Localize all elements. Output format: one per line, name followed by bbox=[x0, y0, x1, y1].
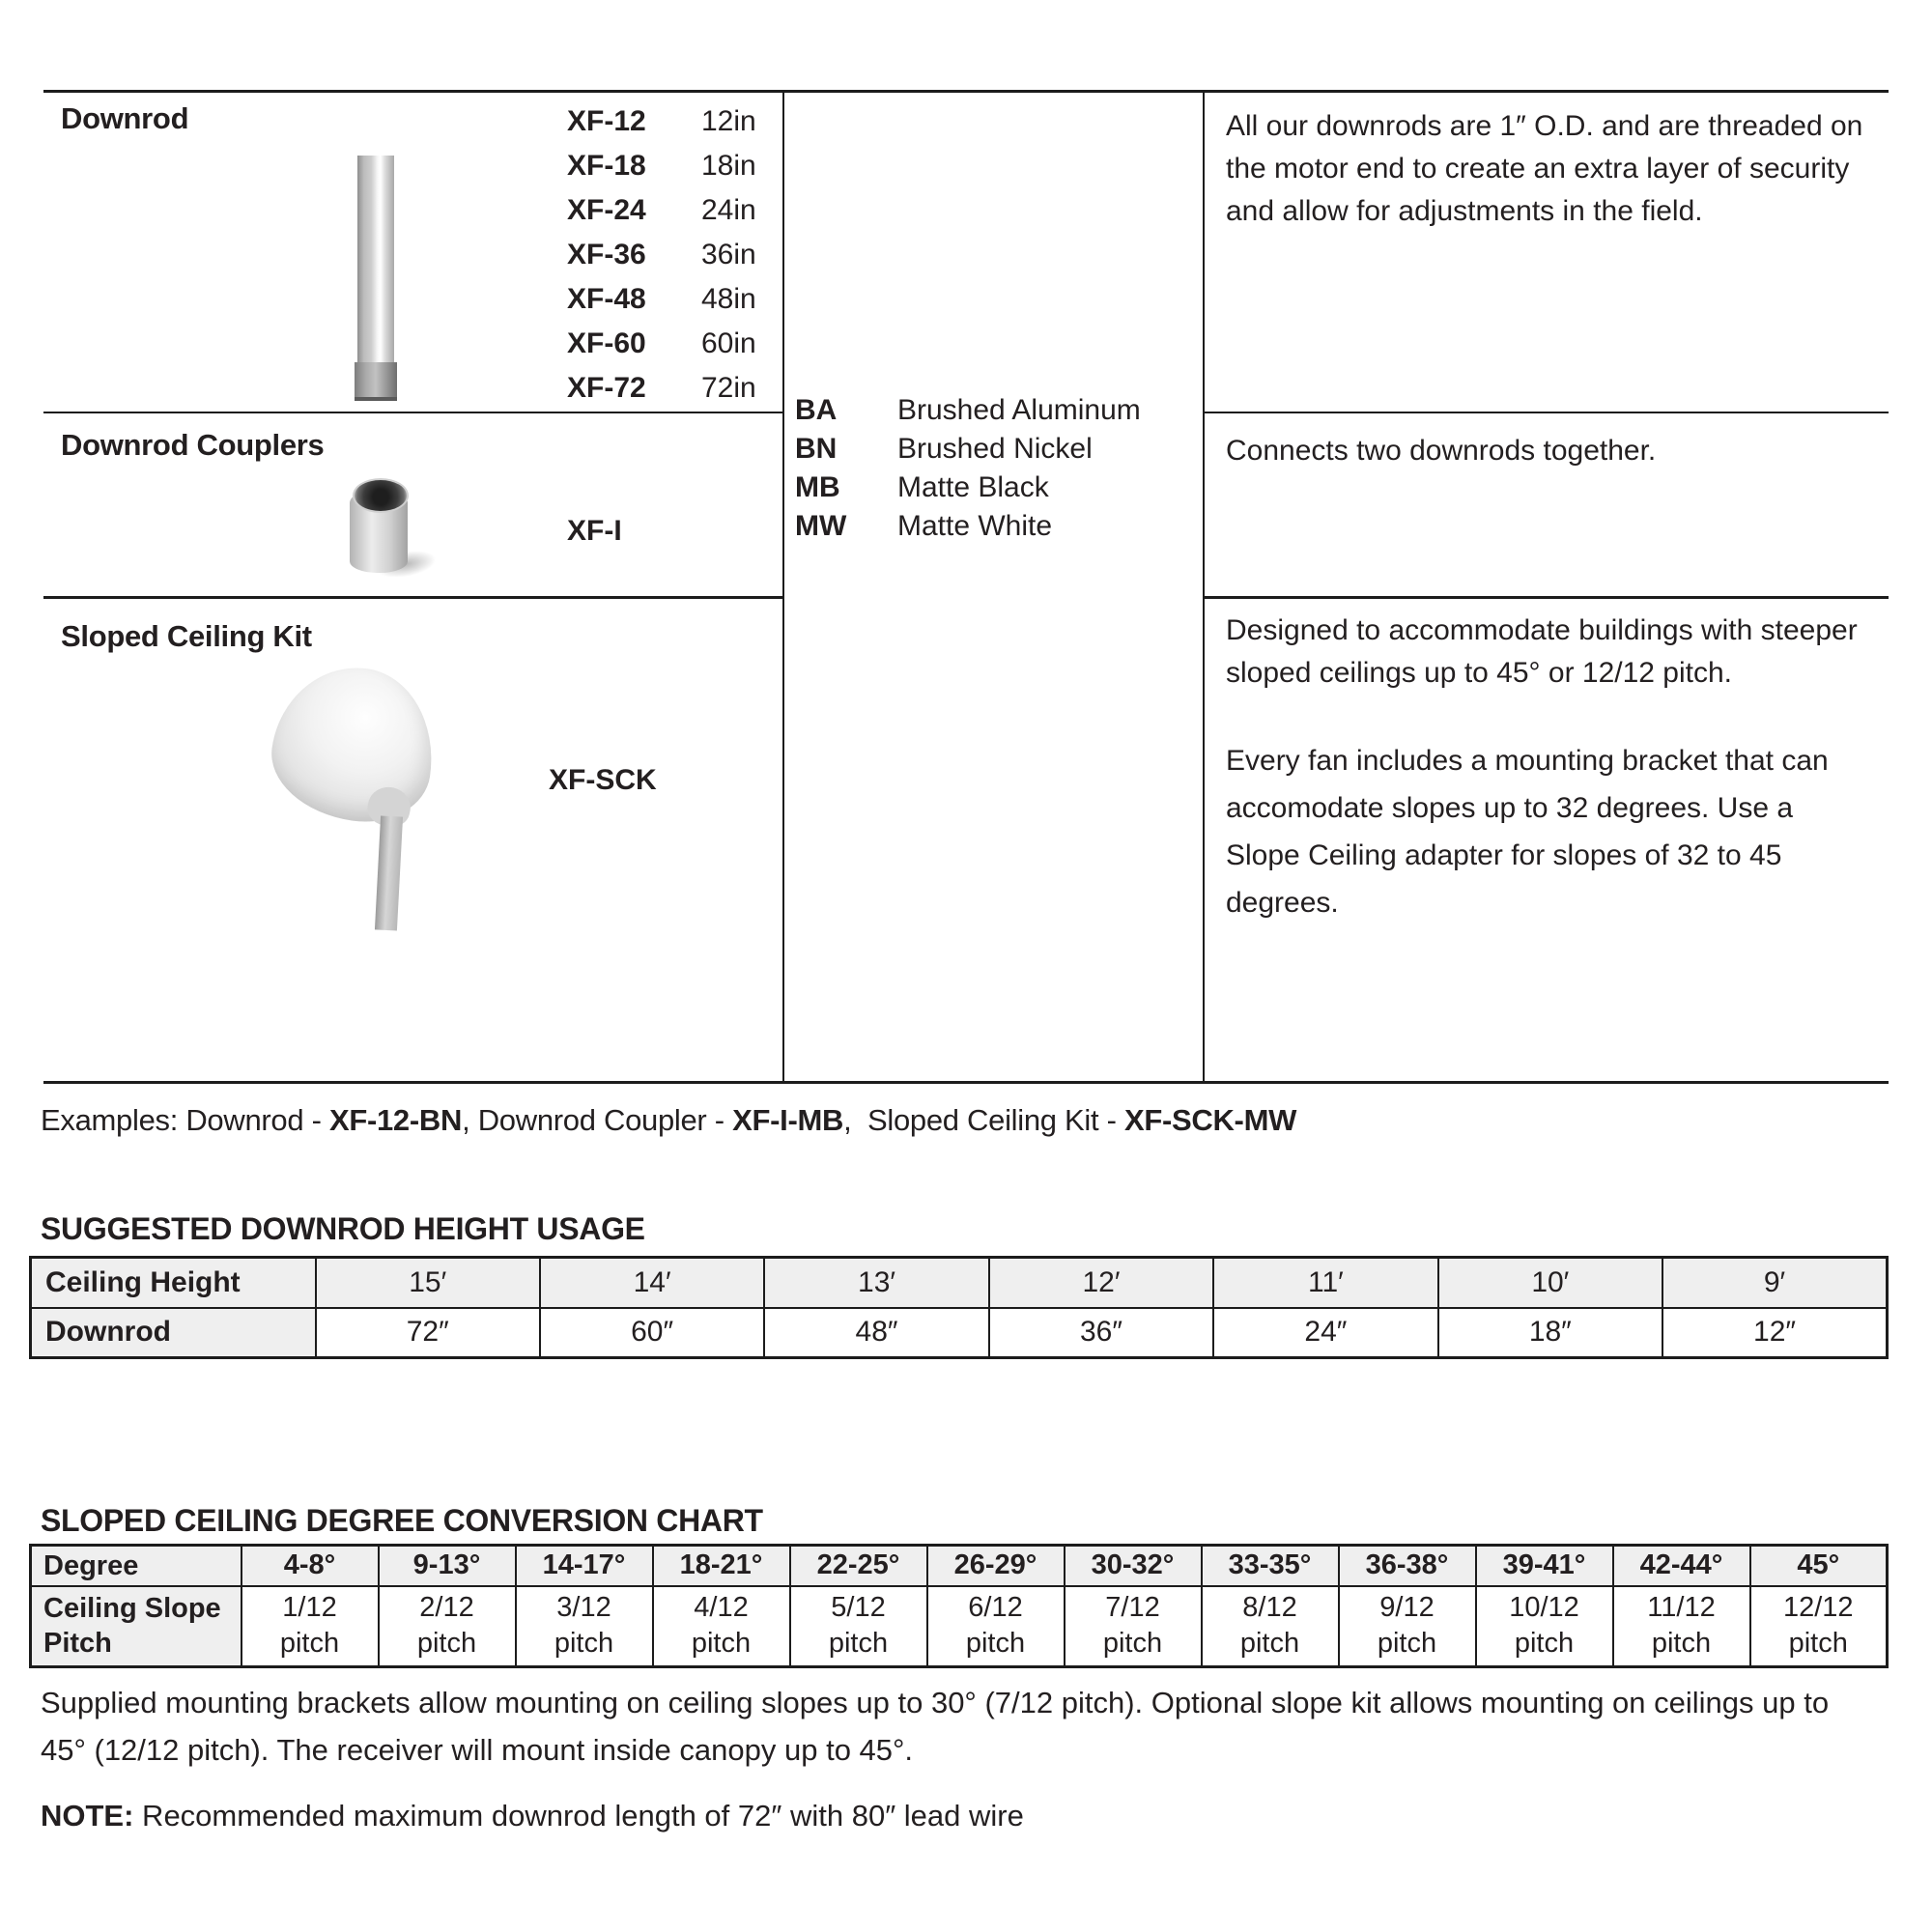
sloped-kit-description bbox=[1226, 610, 1865, 926]
height-table-row bbox=[31, 1308, 1888, 1358]
sloped-kit-description-paragraph-1: Designed to accommodate buildings with steeper sloped ceilings up to 45° or 12/12 pitch. bbox=[1226, 614, 1858, 689]
pitch-value: 8/12 bbox=[1242, 1592, 1297, 1624]
pitch-value: 10/12 bbox=[1509, 1592, 1579, 1624]
row-label: Downrod bbox=[31, 1308, 316, 1358]
pitch-suffix: pitch bbox=[1651, 1628, 1712, 1660]
pitch-value: 4/12 bbox=[694, 1592, 749, 1624]
pitch-value: 11/12 bbox=[1647, 1592, 1716, 1624]
model-code: XF-18 bbox=[567, 150, 646, 182]
coupler-description: Connects two downrods together. bbox=[1226, 435, 1657, 467]
table-row-divider-1-left bbox=[43, 412, 782, 413]
degree-conversion-table bbox=[29, 1544, 1889, 1668]
product-title-sloped-ceiling-kit: Sloped Ceiling Kit bbox=[61, 619, 312, 653]
ceiling-height-value: 14′ bbox=[540, 1258, 764, 1308]
model-row bbox=[567, 99, 756, 144]
degree-range-value: 9-13° bbox=[379, 1546, 516, 1586]
note-text: Recommended maximum downrod length of 72″ with 80″ lead wire bbox=[133, 1799, 1024, 1833]
pitch-cell bbox=[379, 1586, 516, 1667]
model-size: 36in bbox=[701, 239, 756, 270]
pitch-suffix: pitch bbox=[1377, 1628, 1437, 1660]
mounting-bracket-footnote: Supplied mounting brackets allow mounting on ceiling slopes up to 30° (7/12 pitch). Optional slope kit allows mounting on ceilings up to 45° (12/12 pitch). The receiver will mount inside canopy up to 45°. bbox=[41, 1686, 1830, 1767]
row-label: Ceiling Height bbox=[31, 1258, 316, 1308]
sloped-kit-canopy-illustration bbox=[264, 657, 443, 831]
downrod-length-value: 72″ bbox=[316, 1308, 540, 1358]
finish-name: Brushed Aluminum bbox=[897, 394, 1141, 426]
finish-code: BA bbox=[795, 394, 838, 426]
model-size: 12in bbox=[701, 105, 756, 137]
note-label: NOTE: bbox=[41, 1799, 134, 1833]
pitch-value: 9/12 bbox=[1379, 1592, 1435, 1624]
finish-row bbox=[795, 391, 1141, 430]
examples-segment: XF-12-BN bbox=[328, 1103, 463, 1137]
examples-segment: , Sloped Ceiling Kit - bbox=[843, 1103, 1124, 1137]
examples-line bbox=[41, 1103, 1296, 1138]
model-code: XF-24 bbox=[567, 194, 646, 226]
finish-code: MB bbox=[795, 471, 840, 503]
model-row bbox=[567, 322, 756, 366]
sloped-kit-description-paragraph-2: Every fan includes a mounting bracket that can accomodate slopes up to 32 degrees. Use a Slope Ceiling adapter for slopes of 32 to 45 degrees. bbox=[1226, 745, 1829, 919]
table-row-divider-2-left bbox=[43, 596, 782, 599]
finish-code: MW bbox=[795, 510, 847, 542]
degree-range-value: 4-8° bbox=[242, 1546, 379, 1586]
model-row bbox=[567, 366, 756, 411]
model-row bbox=[567, 277, 756, 322]
pitch-suffix: pitch bbox=[1102, 1628, 1163, 1660]
row-label: Ceiling Slope Pitch bbox=[31, 1586, 242, 1667]
ceiling-height-value: 15′ bbox=[316, 1258, 540, 1308]
pitch-value: 6/12 bbox=[968, 1592, 1023, 1624]
ceiling-height-value: 11′ bbox=[1213, 1258, 1437, 1308]
table-row-divider-1-right bbox=[1205, 412, 1889, 413]
degree-chart-title: SLOPED CEILING DEGREE CONVERSION CHART bbox=[41, 1503, 763, 1538]
model-size: 18in bbox=[701, 150, 756, 182]
finish-legend bbox=[795, 391, 1141, 546]
pitch-suffix: pitch bbox=[554, 1628, 614, 1660]
pitch-cell bbox=[516, 1586, 653, 1667]
pitch-cell bbox=[653, 1586, 790, 1667]
pitch-row bbox=[31, 1586, 1888, 1667]
model-code: XF-72 bbox=[567, 372, 646, 404]
coupler-illustration bbox=[348, 478, 435, 584]
coupler-opening bbox=[353, 478, 409, 513]
finish-row bbox=[795, 430, 1141, 469]
degree-range-value: 33-35° bbox=[1202, 1546, 1339, 1586]
downrod-model-list bbox=[567, 99, 756, 411]
pitch-value: 7/12 bbox=[1105, 1592, 1160, 1624]
pitch-cell bbox=[1339, 1586, 1476, 1667]
pitch-cell bbox=[927, 1586, 1065, 1667]
table-vertical-divider-2 bbox=[1203, 90, 1205, 1084]
finish-name: Brushed Nickel bbox=[897, 433, 1093, 465]
pitch-suffix: pitch bbox=[279, 1628, 340, 1660]
table-bottom-border bbox=[43, 1081, 1889, 1084]
model-code: XF-12 bbox=[567, 105, 646, 137]
downrod-length-value: 36″ bbox=[989, 1308, 1213, 1358]
degree-range-value: 42-44° bbox=[1613, 1546, 1750, 1586]
downrod-length-value: 48″ bbox=[764, 1308, 988, 1358]
examples-segment: XF-I-MB bbox=[732, 1103, 844, 1137]
degree-range-value: 22-25° bbox=[790, 1546, 927, 1586]
downrod-length-value: 24″ bbox=[1213, 1308, 1437, 1358]
ceiling-height-value: 12′ bbox=[989, 1258, 1213, 1308]
ceiling-height-value: 9′ bbox=[1662, 1258, 1887, 1308]
degree-range-value: 26-29° bbox=[927, 1546, 1065, 1586]
pitch-cell bbox=[790, 1586, 927, 1667]
coupler-model-code: XF-I bbox=[567, 515, 622, 547]
finish-row bbox=[795, 507, 1141, 546]
finish-code: BN bbox=[795, 433, 838, 465]
sloped-kit-rod bbox=[375, 815, 403, 930]
pitch-suffix: pitch bbox=[828, 1628, 889, 1660]
pitch-suffix: pitch bbox=[1239, 1628, 1300, 1660]
model-size: 48in bbox=[701, 283, 756, 315]
downrod-length-value: 12″ bbox=[1662, 1308, 1887, 1358]
pitch-cell bbox=[1065, 1586, 1202, 1667]
model-row bbox=[567, 188, 756, 233]
degree-range-value: 36-38° bbox=[1339, 1546, 1476, 1586]
model-row bbox=[567, 144, 756, 188]
table-row-divider-2-right bbox=[1205, 596, 1889, 599]
pitch-suffix: pitch bbox=[691, 1628, 752, 1660]
degree-range-value: 45° bbox=[1750, 1546, 1888, 1586]
product-title-downrod-couplers: Downrod Couplers bbox=[61, 428, 325, 462]
pitch-suffix: pitch bbox=[1514, 1628, 1575, 1660]
degree-range-value: 18-21° bbox=[653, 1546, 790, 1586]
examples-segment: XF-SCK-MW bbox=[1123, 1103, 1297, 1137]
degree-range-value: 14-17° bbox=[516, 1546, 653, 1586]
pitch-cell bbox=[242, 1586, 379, 1667]
model-row bbox=[567, 233, 756, 277]
pitch-value: 3/12 bbox=[556, 1592, 611, 1624]
downrod-length-value: 60″ bbox=[540, 1308, 764, 1358]
table-vertical-divider-1 bbox=[782, 90, 784, 1084]
pitch-suffix: pitch bbox=[965, 1628, 1026, 1660]
downrod-illustration bbox=[357, 156, 394, 401]
sloped-kit-model-code: XF-SCK bbox=[549, 764, 657, 796]
model-size: 72in bbox=[701, 372, 756, 404]
note-line bbox=[41, 1799, 1024, 1833]
downrod-threaded-end bbox=[355, 362, 397, 401]
pitch-cell bbox=[1750, 1586, 1888, 1667]
examples-segment: Examples: Downrod - bbox=[41, 1103, 329, 1137]
height-usage-title: SUGGESTED DOWNROD HEIGHT USAGE bbox=[41, 1211, 645, 1246]
pitch-cell bbox=[1613, 1586, 1750, 1667]
pitch-cell bbox=[1476, 1586, 1613, 1667]
finish-name: Matte Black bbox=[897, 471, 1049, 503]
pitch-value: 2/12 bbox=[419, 1592, 474, 1624]
model-size: 60in bbox=[701, 327, 756, 359]
pitch-value: 1/12 bbox=[282, 1592, 337, 1624]
pitch-value: 12/12 bbox=[1782, 1592, 1854, 1624]
height-table-row bbox=[31, 1258, 1888, 1308]
downrod-description: All our downrods are 1″ O.D. and are threaded on the motor end to create an extra layer of security and allow for adjustments in the field. bbox=[1226, 110, 1863, 227]
pitch-suffix: pitch bbox=[1788, 1628, 1848, 1660]
model-size: 24in bbox=[701, 194, 756, 226]
finish-name: Matte White bbox=[897, 510, 1053, 542]
model-code: XF-60 bbox=[567, 327, 646, 359]
finish-row bbox=[795, 469, 1141, 507]
product-spec-table bbox=[43, 90, 1889, 1084]
model-code: XF-36 bbox=[567, 239, 646, 270]
downrod-length-value: 18″ bbox=[1438, 1308, 1662, 1358]
degree-range-value: 30-32° bbox=[1065, 1546, 1202, 1586]
pitch-suffix: pitch bbox=[416, 1628, 477, 1660]
table-top-border bbox=[43, 90, 1889, 93]
model-code: XF-48 bbox=[567, 283, 646, 315]
pitch-cell bbox=[1202, 1586, 1339, 1667]
ceiling-height-value: 10′ bbox=[1438, 1258, 1662, 1308]
product-title-downrod: Downrod bbox=[61, 101, 189, 135]
degree-range-value: 39-41° bbox=[1476, 1546, 1613, 1586]
examples-segment: , Downrod Coupler - bbox=[462, 1103, 733, 1137]
ceiling-height-value: 13′ bbox=[764, 1258, 988, 1308]
row-label: Degree bbox=[31, 1546, 242, 1586]
height-usage-table bbox=[29, 1256, 1889, 1359]
degree-header-row bbox=[31, 1546, 1888, 1586]
pitch-value: 5/12 bbox=[831, 1592, 886, 1624]
